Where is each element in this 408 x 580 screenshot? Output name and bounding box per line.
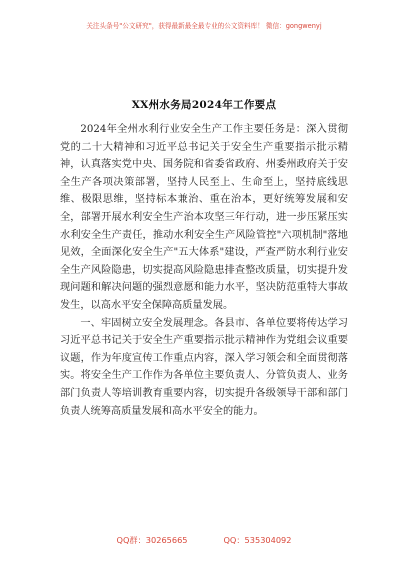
document-body: [60, 121, 348, 420]
paragraph-intro: 2024年全州水利行业安全生产工作主要任务是：深入贯彻党的二十大精神和习近平总书记关于安全生产重要指示批示精神，认真落实党中央、国务院和省委省政府、州委州政府关于安全生产各项决策部署，坚持人民至上、生命至上，坚持底线思维、极限思维，坚持标本兼治、重在治本，更好统筹发展和安全，部署开展水利安全生产治本攻坚三年行动，进一步压紧压实水利安全生产责任，推动水利安全生产风险管控"六项机制"落地见效，全面深化安全生产"五大体系"建设，严查严防水利行业安全生产风险隐患，切实提高风险隐患排查整改质量，切实提升发现问题和解决问题的强烈意愿和能力水平，坚决防范重特大事故发生，以高水平安全保障高质量发展。: [60, 124, 348, 311]
qq-number: QQ：535304092: [223, 535, 292, 545]
paragraph-section-one: 一、牢固树立安全发展理念。各县市、各单位要将传达学习习近平总书记关于安全生产重要指示批示精神作为党组会议重要议题，作为年度宣传工作重点内容，深入学习领会和全面贯彻落实。将安全生产工作作为各单位主要负责人、分管负责人、业务部门负责人等培训教育重要内容，切实提升各级领导干部和部门负责人统筹高质量发展和高水平安全的能力。: [60, 317, 348, 417]
document-title: XX州水务局2024年工作要点: [131, 99, 277, 111]
footer-contacts: [0, 535, 408, 546]
header-banner: 关注头条号"公文研究"，获得最新最全最专业的公文资料库！ 微信：gongwenyj: [86, 22, 322, 30]
qq-group-number: QQ群：30265665: [116, 535, 188, 545]
